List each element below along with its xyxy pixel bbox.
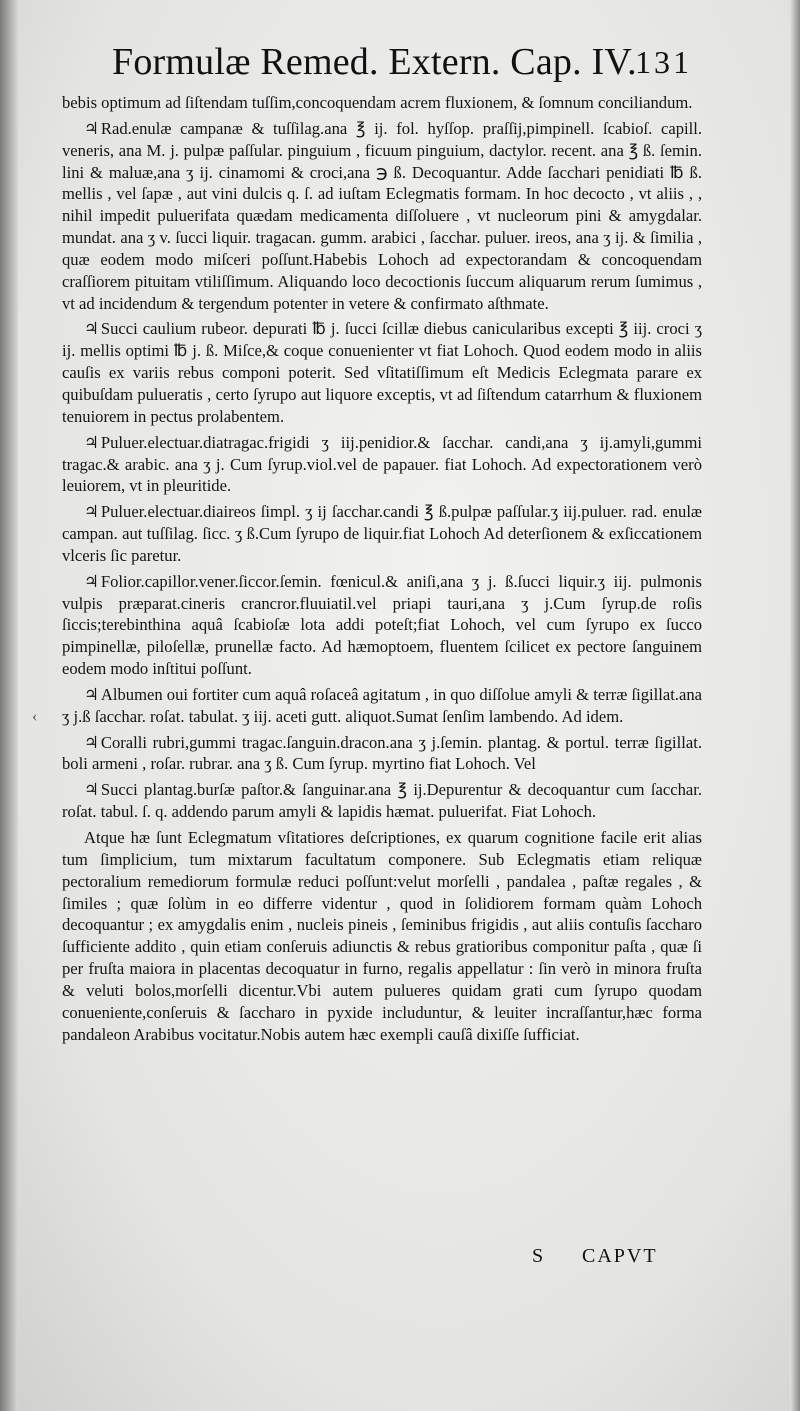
paragraph-text: Puluer.electuar.diatragac.frigidi ʒ iij.penidior.& ſacchar. candi,ana ʒ ij.amyli,gummi tragac.& arabic. ana ʒ j. Cum ſyrup.viol.vel de papauer. fiat Lohoch. Ad expectorationem verò leuiorem, vt in pleuritide. (62, 432, 702, 496)
paragraph-text: Coralli rubri,gummi tragac.ſanguin.dracon.ana ʒ j.ſemin. plantag. & portul. terræ ſigillat. boli armeni , roſar. rubrar. ana ʒ ß. Cum ſyrup. myrtino fiat Lohoch. Vel (62, 732, 702, 774)
recipe-paragraph (62, 571, 702, 680)
paragraph-text: Albumen oui fortiter cum aquâ roſaceâ agitatum , in quo diſſolue amyli & terræ ſigillat.ana ʒ j.ß ſacchar. roſat. tabulat. ʒ iij. aceti gutt. aliquot.Sumat ſenſim lambendo. Ad idem. (62, 684, 702, 726)
page-footer (0, 1245, 800, 1275)
paragraph-text: Atque hæ ſunt Eclegmatum vſitatiores deſcriptiones, ex quarum cognitione facile erit alias tum ſimplicium, tum mixtarum facultatum componere. Sub Eclegmatis etiam reliquæ pectoralium remediorum formulæ reduci poſſunt:velut morſelli , pandalea , paſtæ regales , & ſimiles ; quæ ſolùm in eo differre videntur , quod in ſolidiorem formam quàm Lohoch decoquantur ; ex amygdalis enim , nucleis pineis , ſeminibus frigidis , aut aliis contuſis ſaccharo ſufficiente addito , quin etiam conſeruis adiunctis & rebus gratioribus componitur paſta , quæ ſi per fruſta maiora in placentas decoquatur in furno, regalis appellatur : ſin verò in minora fruſta & veluti bolos,morſelli dicentur.Vbi autem pulueres quidam grati cum ſyrupo quodam conueniente,conſeruis & ſaccharo in pyxide includuntur, & leuiter incraſſantur,hæc forma pandaleon Arabibus vocitatur.Nobis autem hæc exempli cauſâ dixiſſe ſufficiat. (62, 828, 702, 1044)
recipe-symbol-icon: ♃ (84, 684, 99, 704)
page-right-edge-shadow (790, 0, 800, 1411)
recipe-symbol-icon: ♃ (84, 118, 99, 138)
recipe-paragraph (62, 432, 702, 498)
page-header (112, 40, 692, 88)
recipe-paragraph (62, 684, 702, 728)
paragraph-text: Succi plantag.burſæ paſtor.& ſanguinar.ana ℥ ij.Depurentur & decoquantur cum ſacchar. roſat. tabul. ſ. q. addendo parum amyli & lapidis hæmat. puluerifat. Fiat Lohoch. (62, 780, 702, 822)
recipe-symbol-icon: ♃ (84, 502, 99, 522)
paragraph-text: Succi caulium rubeor. depurati ℔ j. ſucci ſcillæ diebus canicularibus excepti ℥ iij. croci ʒ ij. mellis optimi ℔ j. ß. Miſce,& coque conuenienter vt fiat Lohoch. Quod eodem modo in aliis cauſis ex variis rebus componi poterit. Sed vſitatiſſimum eſt Medicis Eclegmata parare ex quibuſdam pulueratis , certo ſyrupo aut liquore exceptis, vt ad ſiſtendum catarrhum & fluxionem tenuiorem in pectus prolabentem. (62, 319, 702, 426)
page-left-edge-shadow (0, 0, 18, 1411)
paragraph-intro (62, 92, 702, 114)
paragraph-text: Puluer.electuar.diaireos ſimpl. ʒ ij ſacchar.candi ℥ ß.pulpæ paſſular.ʒ iij.puluer. rad. enulæ campan. aut tuſſilag. ſicc. ʒ ß.Cum ſyrupo de liquir.fiat Lohoch Ad deterſionem & exſiccationem vlceris ſic paretur. (62, 502, 702, 565)
paragraph-text: bebis optimum ad ſiſtendam tuſſim,concoquendam acrem fluxionem, & ſomnum conciliandum. (62, 93, 693, 112)
recipe-paragraph (62, 118, 702, 315)
paragraph-conclusion (62, 827, 702, 1045)
paragraph-text: Folior.capillor.vener.ſiccor.ſemin. fœnicul.& aniſi,ana ʒ j. ß.ſucci liquir.ʒ iij. pulmonis vulpis præparat.cineris crancror.fluuiatil.vel priapi tauri,ana ʒ j.Cum ſyrup.de roſis ſiccis;terebinthina aquâ ſcabioſæ lota addi poteſt;fiat Lohoch, vel cum ſyrupo ex ſucco pimpinellæ, piloſellæ, prunellæ facto. Ad hæmoptoem, fluentem ſcilicet ex pectore ſanguinem eodem modo inſtitui poſſunt. (62, 571, 702, 679)
margin-mark-icon: ‹ (32, 708, 38, 725)
recipe-paragraph (62, 779, 702, 823)
signature-mark: S (532, 1245, 544, 1267)
page-number: 131 (635, 44, 692, 80)
recipe-paragraph (62, 501, 702, 567)
recipe-symbol-icon: ♃ (84, 432, 99, 452)
recipe-symbol-icon: ♃ (84, 732, 99, 752)
recipe-symbol-icon: ♃ (84, 780, 99, 800)
recipe-symbol-icon: ♃ (84, 319, 99, 339)
catchword: CAPVT (582, 1245, 658, 1267)
text-body (62, 92, 702, 1049)
recipe-paragraph (62, 732, 702, 776)
recipe-symbol-icon: ♃ (84, 571, 99, 591)
paragraph-text: Rad.enulæ campanæ & tuſſilag.ana ℥ ij. fol. hyſſop. praſſij,pimpinell. ſcabioſ. capill. veneris, ana M. j. pulpæ paſſular. pinguium , ficuum pinguium, dactylor. recent. ana ℥ ß. ſemin. lini & maluæ,ana ʒ ij. cinamomi & croci,ana ℈ ß. Decoquantur. Adde ſacchari penidiati ℔ ß. mellis , vel ſapæ , aut vini dulcis q. ſ. ad iuſtam Eclegmatis formam. In hoc decocto , vt aliis , , nihil impedit puluerifata quædam medicamenta diſſoluere , vt nucleorum pini & amygdalar. mundat. ana ʒ v. ſucci liquir. tragacan. gumm. arabici , ſacchar. puluer. ireos, ana ʒ ij. & ſimilia , quæ eodem modo miſceri poſſunt.Habebis Lohoch ad expectorandam & concoquendam craſſiorem pituitam vtiliſſimum. Aliquando loco decoctionis ſuccum aliquarum rerum ſumimus , vt ad incidendum & tergendum potenter in vetere & confirmato aſthmate. (62, 118, 702, 313)
recipe-paragraph (62, 318, 702, 427)
running-head: Formulæ Remed. Extern. Cap. IV. (112, 41, 637, 83)
